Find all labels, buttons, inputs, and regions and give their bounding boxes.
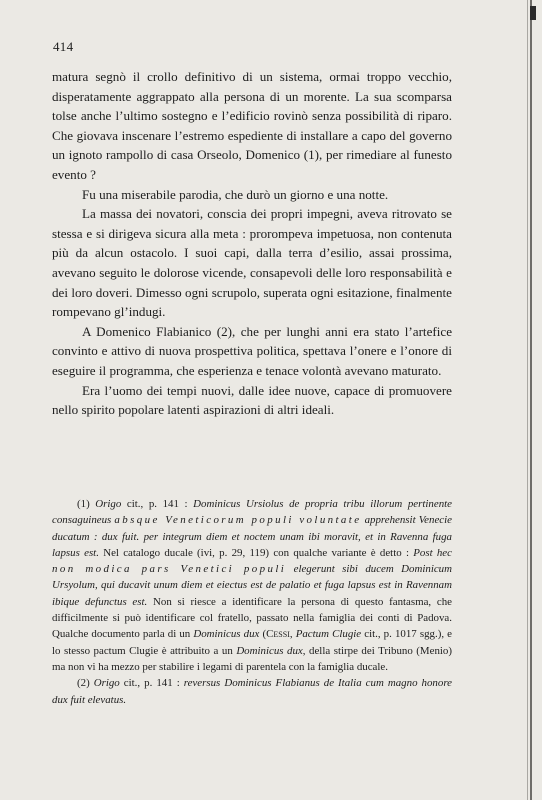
footnote-1-text: Cessi bbox=[266, 628, 290, 641]
footnote-1-text: Dominicus dux bbox=[193, 628, 260, 641]
footnote-2-text: Origo bbox=[93, 677, 120, 690]
footnote-1-text: , della stirpe dei Tribuno (Menio) ma non vi ha mezzo per stabilire i legami di parentela con la famiglia ducale. bbox=[52, 644, 452, 673]
page-edge bbox=[530, 0, 532, 800]
footnote-1-text: Dominicus Ursiolus de propria tribu illorum pertinente consaguineus bbox=[52, 498, 453, 527]
footnote-1-text: Post hec bbox=[413, 546, 452, 559]
footnote-1-text: ( bbox=[259, 628, 267, 641]
footnote-1-text: non modica pars Venetici populi bbox=[52, 563, 287, 576]
footnote-2 bbox=[52, 675, 452, 708]
footnote-1-text: apprehensit Venecie ducatum : dux fuit. per integrum diem et noctem unam ibi moravit, et in Ravenna fuga lapsus est. bbox=[52, 514, 452, 559]
paragraph-5: Era l’uomo dei tempi nuovi, dalle idee nuove, capace di promuovere nello spirito popolare latenti aspirazioni di altri ideali. bbox=[52, 382, 452, 418]
main-text bbox=[52, 67, 452, 420]
footnote-1-text: cit., p. 1017 sgg.), e lo stesso pactum Clugie è attribuito a un bbox=[52, 628, 452, 657]
page-edge-shadow bbox=[527, 0, 528, 800]
page-number: 414 bbox=[53, 39, 74, 54]
footnote-1-text: Non si riesce a identificare la persona di questo fantasma, che difficilmente si può identificare col fratello, passato nella famiglia dei conti di Padova. Qualche documento parla di un bbox=[52, 595, 452, 641]
footnote-1-text: Nel catalogo ducale (ivi, p. 29, 119) con qualche variante è detto : bbox=[98, 546, 414, 559]
footnote-1-text: , bbox=[289, 628, 296, 641]
scan-corner-mark bbox=[530, 6, 536, 20]
footnote-1-text: Dominicus dux bbox=[236, 644, 303, 657]
footnote-1-text: Origo bbox=[95, 498, 122, 510]
footnote-1-text: elegerunt sibi ducem Dominicum Ursyolum, qui ducavit unum diem et eiectus est de palatio et fuga lapsus est in Ravennam ibique defunctus est. bbox=[52, 563, 452, 608]
footnote-1-text: (1) bbox=[77, 498, 96, 510]
footnote-1 bbox=[52, 496, 452, 675]
footnote-2-text: (2) bbox=[77, 677, 94, 690]
footnote-1-text bbox=[286, 563, 293, 575]
paragraph-2: Fu una miserabile parodia, che durò un giorno e una notte. bbox=[82, 186, 389, 202]
footnote-1-text: cit., p. 141 : bbox=[121, 498, 194, 510]
footnote-1-text: absque Veneticorum populi voluntate bbox=[114, 514, 362, 527]
paragraph-3: La massa dei novatori, conscia dei propri impegni, aveva ritrovato se stessa e si dirigeva sicura alla meta : prorompeva impetuosa, non contenuta più da alcun ostacolo. I suoi capi, dalla terra d’esilio, assai prossima, avevano seguito le dolorose vicende, consapevoli delle loro responsabilità e dei loro doveri. Dimesso ogni scrupolo, superata ogni esitazione, finalmente rompevano gl’indugi. bbox=[52, 206, 452, 320]
paragraph-4: A Domenico Flabianico (2), che per lunghi anni era stato l’artefice convinto e attivo di nuova prospettiva politica, spettava l’onere e l’onore di eseguire il programma, che esperienza e tenace volontà avevano maturato. bbox=[52, 323, 452, 378]
footnote-2-text: cit., p. 141 : bbox=[119, 677, 184, 690]
footnote-2-text: reversus Dominicus Flabianus de Italia cum magno honore dux fuit elevatus. bbox=[52, 677, 452, 706]
footnotes bbox=[52, 496, 452, 708]
paragraph-1: matura segnò il crollo definitivo di un sistema, ormai troppo vecchio, disperatamente aggrappato alla persona di un morente. La sua scomparsa tolse anche l’ultimo sostegno e l’edificio rovinò senza possibilità di riparo. Che giovava inscenare l’estremo espediente di installare a capo del governo un ignoto rampollo di casa Orseolo, Domenico (1), per rimediare al funesto evento ? bbox=[52, 69, 452, 182]
footnote-1-text: Pactum Clugie bbox=[295, 628, 362, 641]
